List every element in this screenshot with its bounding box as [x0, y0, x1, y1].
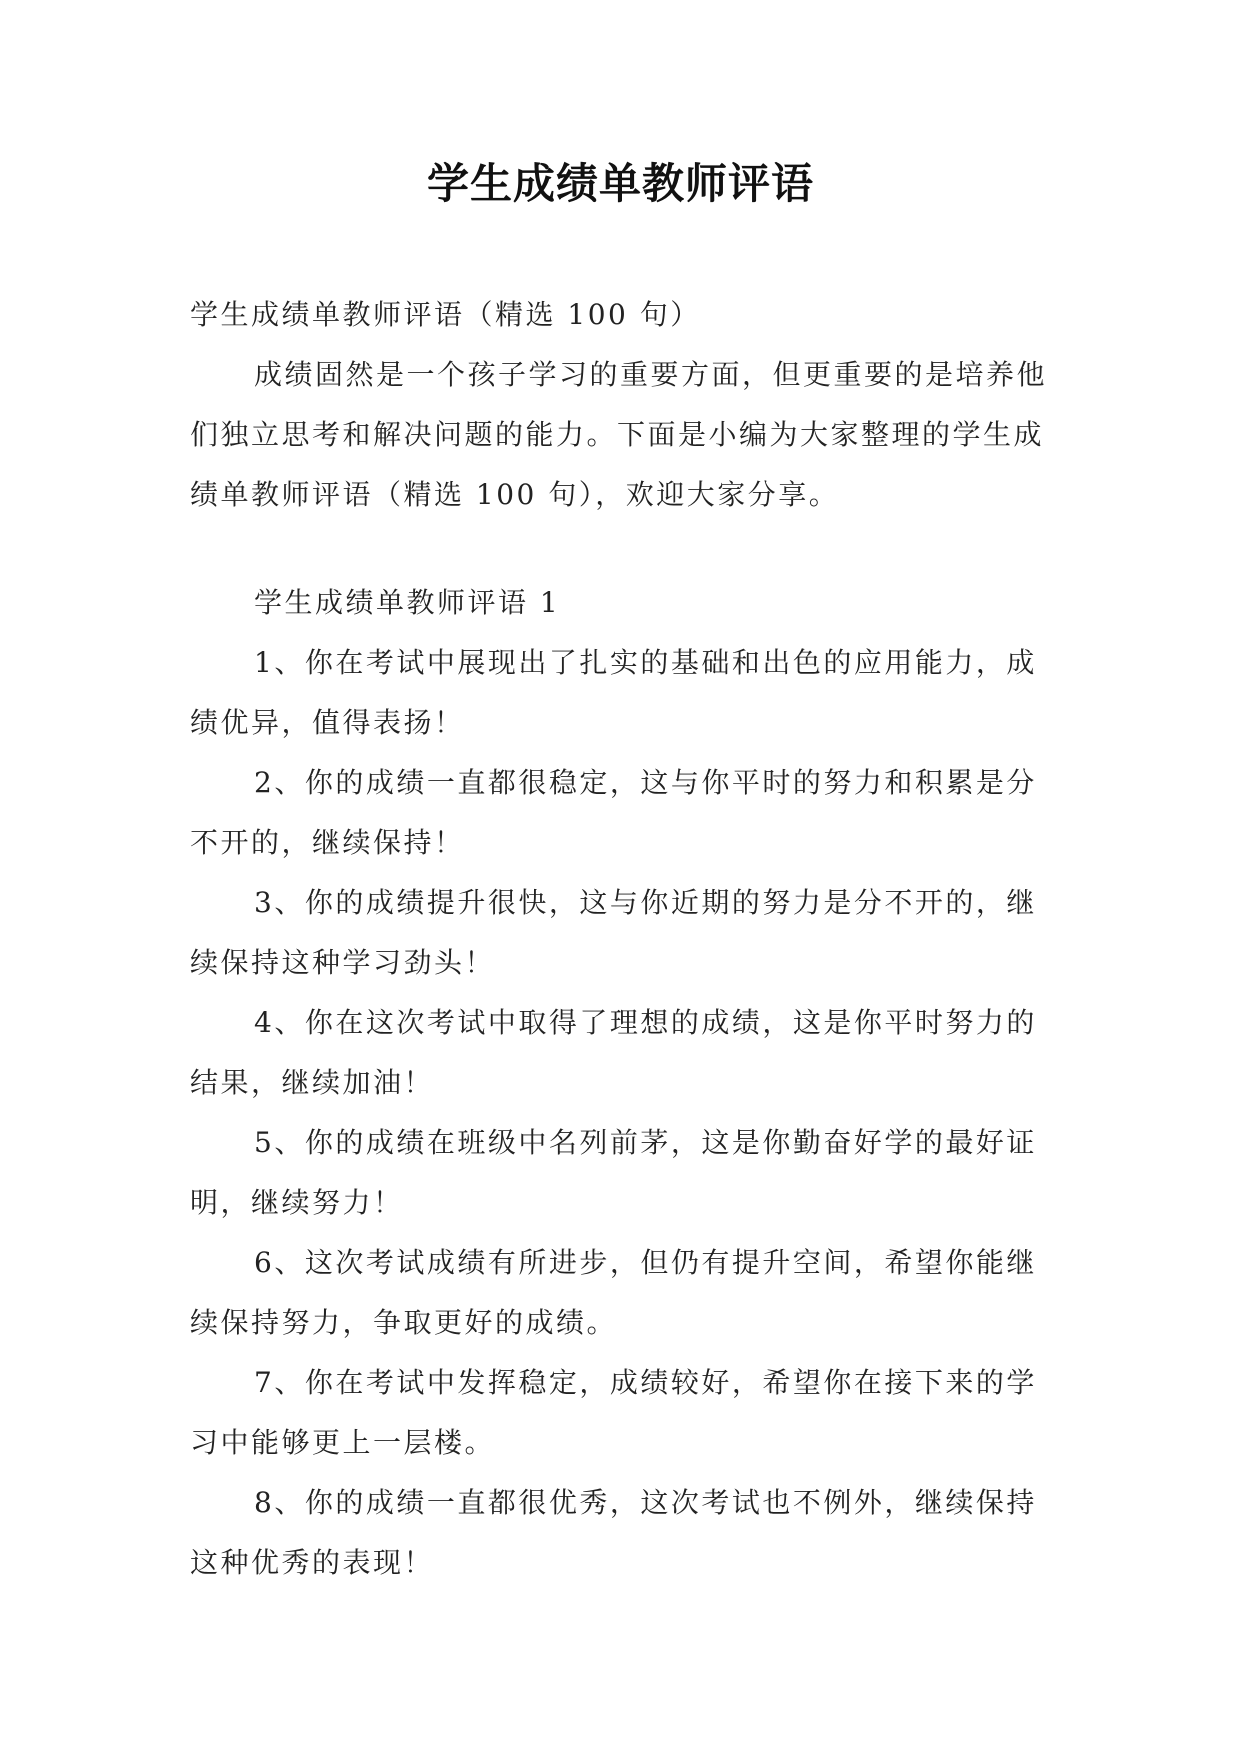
document-title: 学生成绩单教师评语 [426, 159, 814, 208]
section-title: 学生成绩单教师评语 1 [254, 586, 561, 619]
comment-item-3: 3、你的成绩提升很快，这与你近期的努力是分不开的，继续保持这种学习劲头！ [190, 886, 1037, 979]
document-body [190, 285, 1052, 1593]
paragraph-gap [190, 525, 1052, 573]
comment-item-8: 8、你的成绩一直都很优秀，这次考试也不例外，继续保持这种优秀的表现！ [190, 1486, 1037, 1579]
comment-item-4: 4、你在这次考试中取得了理想的成绩，这是你平时努力的结果，继续加油！ [190, 1006, 1037, 1099]
comment-item-2: 2、你的成绩一直都很稳定，这与你平时的努力和积累是分不开的，继续保持！ [190, 766, 1037, 859]
comment-item-7: 7、你在考试中发挥稳定，成绩较好，希望你在接下来的学习中能够更上一层楼。 [190, 1366, 1037, 1459]
intro-paragraph: 成绩固然是一个孩子学习的重要方面，但更重要的是培养他们独立思考和解决问题的能力。下面是小编为大家整理的学生成绩单教师评语（精选 100 句），欢迎大家分享。 [190, 358, 1048, 511]
comment-item-6: 6、这次考试成绩有所进步，但仍有提升空间，希望你能继续保持努力，争取更好的成绩。 [190, 1246, 1037, 1339]
comment-item-5: 5、你的成绩在班级中名列前茅，这是你勤奋好学的最好证明，继续努力！ [190, 1126, 1037, 1219]
document-subtitle: 学生成绩单教师评语（精选 100 句） [190, 298, 701, 331]
comment-item-1: 1、你在考试中展现出了扎实的基础和出色的应用能力，成绩优异，值得表扬！ [190, 646, 1037, 739]
